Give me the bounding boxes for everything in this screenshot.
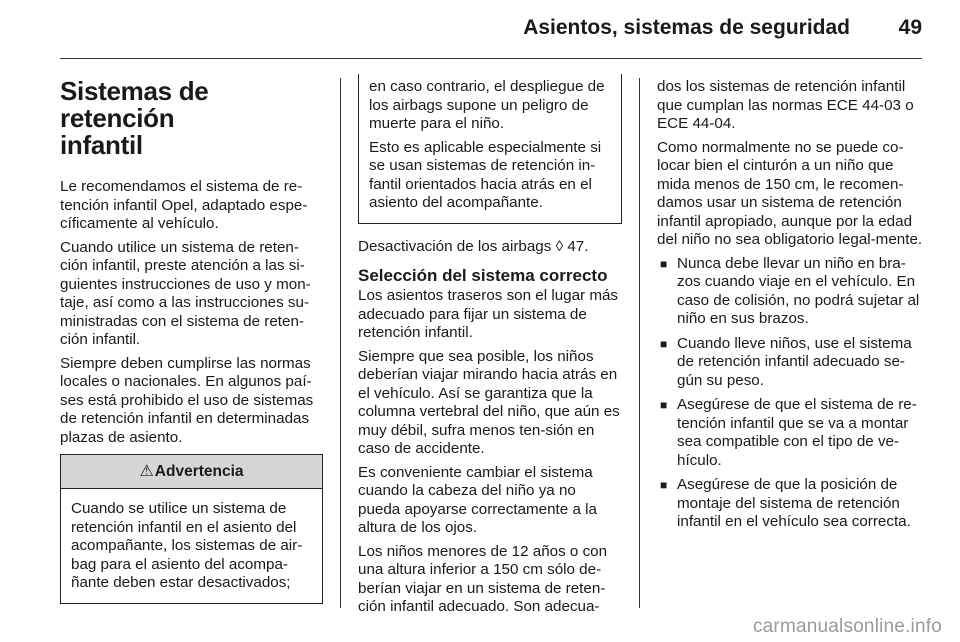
list-item-text: Nunca debe llevar un niño en bra-zos cuando viaje en el vehículo. En caso de colisión, no podrá sujetar al niño en sus brazos. xyxy=(677,254,920,327)
bullet-square-icon: ■ xyxy=(660,256,668,271)
section-title-line2: infantil xyxy=(60,130,143,160)
warning-header xyxy=(61,455,322,489)
list-item-text: Asegúrese de que el sistema de re-tención infantil que se va a montar sea compatible con el tipo de ve-hículo. xyxy=(677,396,917,469)
section-title xyxy=(60,78,323,159)
watermark: carmanualsonline.info xyxy=(752,616,942,637)
warning-triangle-icon: ⚠ xyxy=(139,463,154,480)
warning-continued-text-2: Esto es aplicable especialmente si se usan sistemas de retención in-fantil orientados hacia atrás en el asiento del acompañante. xyxy=(369,138,602,211)
intro-paragraph: Le recomendamos el sistema de re-tención infantil Opel, adaptado espe-cíficamente al vehículo. xyxy=(60,178,308,232)
safety-bullet-list xyxy=(657,255,923,532)
warning-text: Cuando se utilice un sistema de retención infantil en el asiento del acompañante, los sistemas de air-bag para el asiento del acompa-ñante deben estar desactivados; xyxy=(71,500,303,591)
warning-title: Advertencia xyxy=(154,463,244,480)
section-title-line1: Sistemas de retención xyxy=(60,76,209,133)
age-height-paragraph: Los niños menores de 12 años o con una altura inferior a 150 cm sólo de-berían viajar en un sistema de reten-ción infantil adecuado. Son adecua- xyxy=(358,542,608,615)
list-item-text: Asegúrese de que la posición de montaje del sistema de retención infantil en el vehículo sea correcta. xyxy=(677,476,911,530)
deactivation-text: Desactivación de los airbags xyxy=(358,237,552,255)
column-divider-right xyxy=(639,78,640,608)
warning-box-continued xyxy=(358,74,622,224)
list-item xyxy=(657,255,923,329)
column-1 xyxy=(60,78,323,604)
list-item-text: Cuando lleve niños, use el sistema de retención infantil adecuado se-gún su peso. xyxy=(677,334,912,389)
list-item xyxy=(657,335,923,391)
column-divider-left xyxy=(340,78,341,608)
instructions-paragraph: Cuando utilice un sistema de reten-ción infantil, preste atención a las si-guientes instrucciones de uso y mon-taje, así como a las instrucciones su-ministradas con el sistema de reten-ción infantil. xyxy=(60,238,311,348)
deactivation-page-ref: 47. xyxy=(567,237,589,255)
page-number: 49 xyxy=(898,16,922,39)
subheading-selection: Selección del sistema correcto xyxy=(358,266,608,285)
airbag-deactivation-reference xyxy=(358,238,622,257)
rear-facing-paragraph: Siempre que sea posible, los niños deberían viajar mirando hacia atrás en el vehículo. Así se garantiza que la columna vertebral del niño, que aún es muy débil, sufra menos ten-sión en caso de accidente. xyxy=(358,347,620,457)
page-reference-icon: ◊ xyxy=(555,237,564,255)
bullet-square-icon: ■ xyxy=(660,336,668,351)
header-title: Asientos, sistemas de seguridad xyxy=(523,16,850,39)
header-rule xyxy=(60,58,922,59)
list-item xyxy=(657,476,923,532)
standards-paragraph: dos los sistemas de retención infantil que cumplan las normas ECE 44-03 o ECE 44-04. xyxy=(657,78,914,132)
bullet-square-icon: ■ xyxy=(660,398,668,412)
regulations-paragraph: Siempre deben cumplirse las normas locales o nacionales. En algunos paí-ses está prohibido el uso de sistemas de retención infantil en determinadas plazas de asiento. xyxy=(60,354,314,446)
list-item xyxy=(657,396,923,470)
warning-box xyxy=(60,454,323,604)
column-2 xyxy=(358,78,622,622)
seatbelt-paragraph: Como normalmente no se puede co-locar bien el cinturón a un niño que mida menos de 150 cm, le recomen-damos usar un sistema de retención infantil apropiado, aunque por la edad del niño no sea obligatorio legal-mente. xyxy=(657,138,923,248)
column-3 xyxy=(657,78,923,538)
change-system-paragraph: Es conveniente cambiar el sistema cuando la cabeza del niño ya no pueda apoyarse correctamente a la altura de los ojos. xyxy=(358,463,597,536)
rear-seats-paragraph: Los asientos traseros son el lugar más adecuado para fijar un sistema de retención infantil. xyxy=(358,287,619,341)
bullet-square-icon: ■ xyxy=(660,478,668,492)
warning-continued-text-1: en caso contrario, el despliegue de los airbags supone un peligro de muerte para el niño. xyxy=(369,78,605,132)
